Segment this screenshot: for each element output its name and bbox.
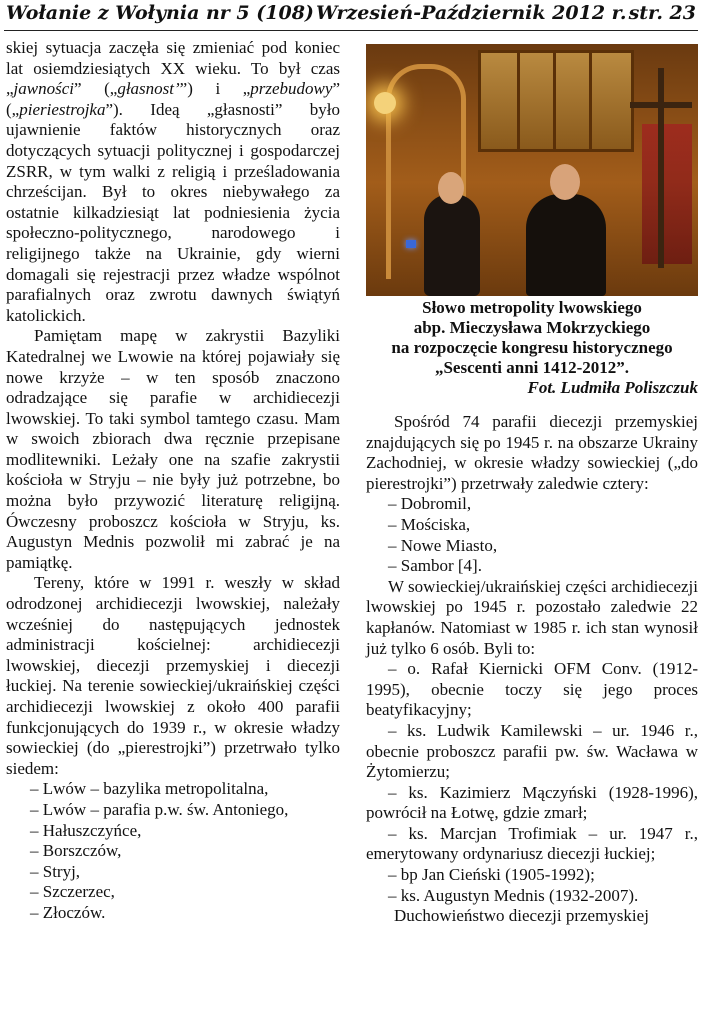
right-column <box>366 412 698 927</box>
issue-date: Wrzesień-Październik 2012 r. <box>316 2 627 24</box>
list-item: – Nowe Miasto, <box>388 535 498 555</box>
priest-entry: – ks. Marcjan Trofimiak – ur. 1947 r., emerytowany ordynariusz diecezji łuckiej; <box>366 823 698 864</box>
photo-credit: Fot. Ludmiła Poliszczuk <box>527 378 698 397</box>
list-item: – Borszczów, <box>30 841 122 861</box>
list-item: – Hałuszczyńce, <box>30 820 142 840</box>
paragraph-territories: Tereny, które w 1991 r. weszły w skład odrodzonej archidiecezji lwowskiej, należały wcześniej do następujących jednostek administracji kościelnej: archidiecezji lwowskiej, diecezji przemyskiej i diecezji łuckiej. Na terenie sowieckiej/ukraińskiej części archidiecezji lwowskiej z około 400 parafii funkcjonujących do 1939 r., w okresie władzy sowieckiej (do „pierestrojki”) przetrwało tylko siedem: <box>6 573 340 778</box>
caption-line: na rozpoczęcie kongresu historycznego <box>391 338 673 357</box>
page-number: str. 23 <box>628 2 696 24</box>
article-photo <box>366 44 698 296</box>
list-item: – Lwów – bazylika metropolitalna, <box>30 779 269 799</box>
caption-line: „Sescenti anni 1412-2012”. <box>434 358 630 377</box>
list-item: – Sambor [4]. <box>388 556 482 576</box>
priest-entry: – bp Jan Cieński (1905-1992); <box>388 865 595 885</box>
paragraph-glasnost: skiej sytuacja zaczęła się zmieniać pod koniec lat osiemdziesiątych XX wieku. To był czas „jawności” („głasnost’”) i „przebudowy” („pieriestrojka”). Ideą „głasnosti” było ujawnienie faktów historycznych oraz dotyczących sytuacji politycznej i gospodarczej ZSRR, w tym walki z religią i prześladowania chrześcijan. Był to okres niebywałego za ostatnie kilkadziesiąt lat podniesienia życia społeczno-politycznego, narodowego i religijnego także na Ukrainie, gdy wierni domagali się rejestracji przez władze wspólnot parafialnych oraz zwrotu dawnych świątyń katolickich. <box>6 38 340 325</box>
priest-entry: – o. Rafał Kiernicki OFM Conv. (1912-1995), obecnie toczy się jego proces beatyfikacyjny; <box>366 659 698 720</box>
list-item: – Mościska, <box>388 514 471 534</box>
list-item: – Stryj, <box>30 861 81 881</box>
priest-entry: – ks. Ludwik Kamilewski – ur. 1946 r., obecnie proboszcz parafii pw. św. Wacława w Żytomierzu; <box>366 720 698 782</box>
paragraph-priests: W sowieckiej/ukraińskiej części archidiecezji lwowskiej po 1945 r. pozostało zaledwie 22 kapłanów. Natomiast w 1985 r. ich stan wynosił już tylko 6 osób. Byli to: <box>366 576 698 658</box>
list-item: – Szczerzec, <box>30 882 115 902</box>
priest-entry: – ks. Augustyn Mednis (1932-2007). <box>388 885 639 905</box>
list-item: – Złoczów. <box>30 902 106 922</box>
photo-caption <box>366 298 698 398</box>
paragraph-clergy: Duchowieństwo diecezji przemyskiej <box>394 906 649 926</box>
priest-entry: – ks. Kazimierz Mączyński (1928-1996), powrócił na Łotwę, gdzie zmarł; <box>366 782 698 823</box>
surviving-parishes-list <box>6 779 340 923</box>
header-divider <box>4 30 698 31</box>
list-item: – Lwów – parafia p.w. św. Antoniego, <box>30 799 289 819</box>
page-header <box>0 0 704 26</box>
left-column <box>6 38 340 924</box>
caption-line: abp. Mieczysława Mokrzyckiego <box>413 318 651 337</box>
caption-line: Słowo metropolity lwowskiego <box>422 298 642 317</box>
paragraph-map-memory: Pamiętam mapę w zakrystii Bazyliki Katedralnej we Lwowie na której pojawiały się nowe krzyże – w ten sposób znaczono odradzające się parafie w archidiecezji lwowskiej. To taki symbol tamtego czasu. Mam w swoich zbiorach dwa ręcznie przepisane modlitewniki. Leżały one na szafie zakrystii kościoła w Stryju – nie były już potrzebne, bo można było przywozić literaturę religijną. Ówczesny proboszcz kościoła w Stryju, ks. Augustyn Mednis pozwolił mi zabrać je na pamiątkę. <box>6 326 340 572</box>
list-item: – Dobromil, <box>388 494 472 514</box>
przemysl-parishes-list <box>366 494 698 576</box>
paragraph-przemysl-parishes: Spośród 74 parafii diecezji przemyskiej znajdujących się po 1945 r. na obszarze Ukrainy Zachodniej, w okresie władzy sowieckiej („do pierestrojki”) przetrwały zaledwie cztery: <box>366 412 698 493</box>
journal-title: Wołanie z Wołynia nr 5 (108) <box>6 2 314 24</box>
